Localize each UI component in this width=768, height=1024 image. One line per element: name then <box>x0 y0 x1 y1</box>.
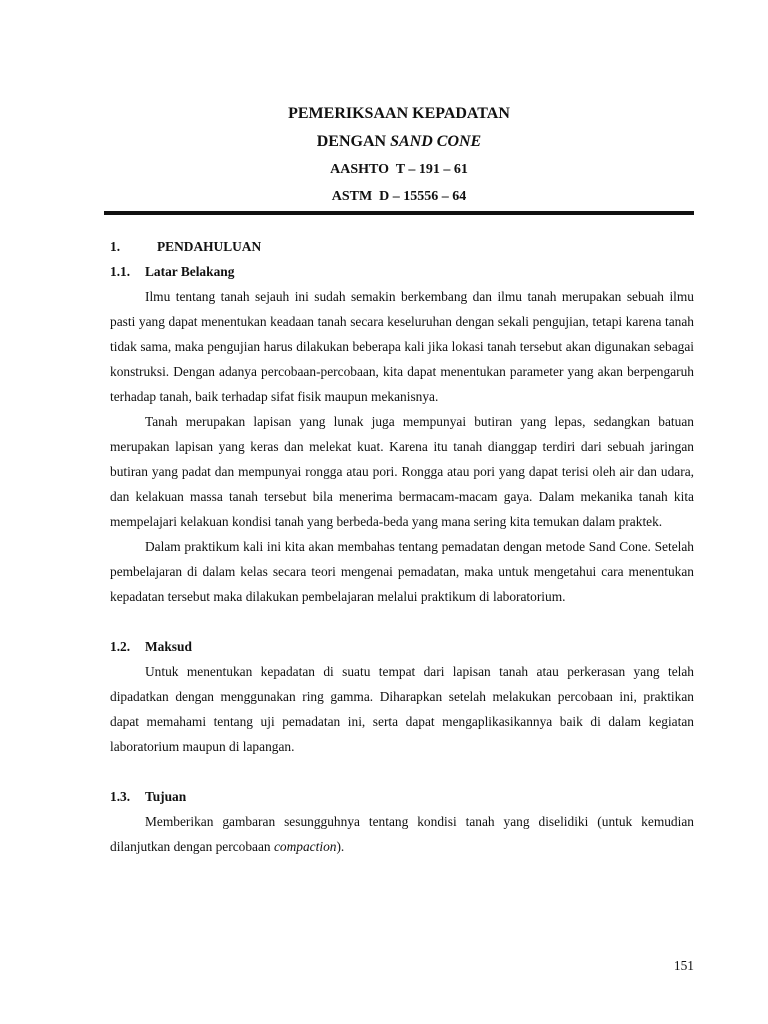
section-heading-1-2 <box>110 634 694 659</box>
section-number: 1.2. <box>110 639 131 654</box>
paragraph-text: ). <box>336 839 345 854</box>
standard-aashto: AASHTO T – 191 – 61 <box>330 162 468 177</box>
document-body <box>110 234 694 859</box>
section-title: Latar Belakang <box>145 264 235 279</box>
title-block <box>104 100 694 210</box>
section-heading-1-3 <box>110 784 694 809</box>
section-number: 1.3. <box>110 789 131 804</box>
paragraph: Dalam praktikum kali ini kita akan membahas tentang pemadatan dengan metode Sand Cone. Setelah pembelajaran di dalam kelas secara teori mengenai pemadatan, maka untuk mengetahui cara menentukan kepadatan tersebut maka dilakukan pembelajaran melalui praktikum di laboratorium. <box>110 539 694 604</box>
page-number: 151 <box>673 958 694 973</box>
paragraph: Tanah merupakan lapisan yang lunak juga mempunyai butiran yang lepas, sedangkan batuan merupakan lapisan yang keras dan melekat kuat. Karena itu tanah dianggap terdiri dari sebuah jaringan butiran yang padat dan mempunyai rongga atau pori. Rongga atau pori yang dapat terisi oleh air dan udara, dan kelakuan massa tanah tersebut bila menerima bermacam-macam gaya. Dalam mekanika tanah kita mempelajari kelakuan kondisi tanah yang berbeda-beda yang mana sering kita temukan dalam praktek. <box>110 414 694 529</box>
paragraph <box>110 809 694 859</box>
section-number: 1. <box>110 239 121 254</box>
section-title: Maksud <box>145 639 192 654</box>
section-title: Tujuan <box>145 789 187 804</box>
title-line-2-prefix: DENGAN <box>316 133 391 150</box>
paragraph-text: Memberikan gambaran sesungguhnya tentang kondisi tanah yang diselidiki (untuk kemudian dilanjutkan dengan percobaan <box>110 814 694 854</box>
paragraph: Untuk menentukan kepadatan di suatu tempat dari lapisan tanah atau perkerasan yang telah dipadatkan dengan menggunakan ring gamma. Diharapkan setelah melakukan percobaan ini, praktikan dapat memahami tentang uji pemadatan ini, serta dapat mengaplikasikannya baik di dalam kegiatan laboratorium maupun di lapangan. <box>110 664 694 754</box>
section-heading-1-1 <box>110 259 694 284</box>
section-number: 1.1. <box>110 264 131 279</box>
spacer <box>110 609 694 634</box>
title-line-1: PEMERIKSAAN KEPADATAN <box>288 105 510 122</box>
section-title: PENDAHULUAN <box>157 239 262 254</box>
title-line-2-italic: SAND CONE <box>390 133 482 150</box>
standard-astm: ASTM D – 15556 – 64 <box>331 189 467 204</box>
paragraph: Ilmu tentang tanah sejauh ini sudah semakin berkembang dan ilmu tanah merupakan sebuah ilmu pasti yang dapat menentukan keadaan tanah secara keseluruhan dengan sekali pengujian, tetapi karena tanah tidak sama, maka pengujian harus dilakukan beberapa kali jika lokasi tanah tersebut akan digunakan sebagai konstruksi. Dengan adanya percobaan-percobaan, kita dapat menentukan parameter yang akan berpengaruh terhadap tanah, baik terhadap sifat fisik maupun mekanisnya. <box>110 289 694 404</box>
spacer <box>110 759 694 784</box>
paragraph-italic-term: compaction <box>273 839 337 854</box>
title-divider <box>104 211 694 215</box>
section-heading-1 <box>110 234 694 259</box>
title-line-2 <box>104 128 694 156</box>
